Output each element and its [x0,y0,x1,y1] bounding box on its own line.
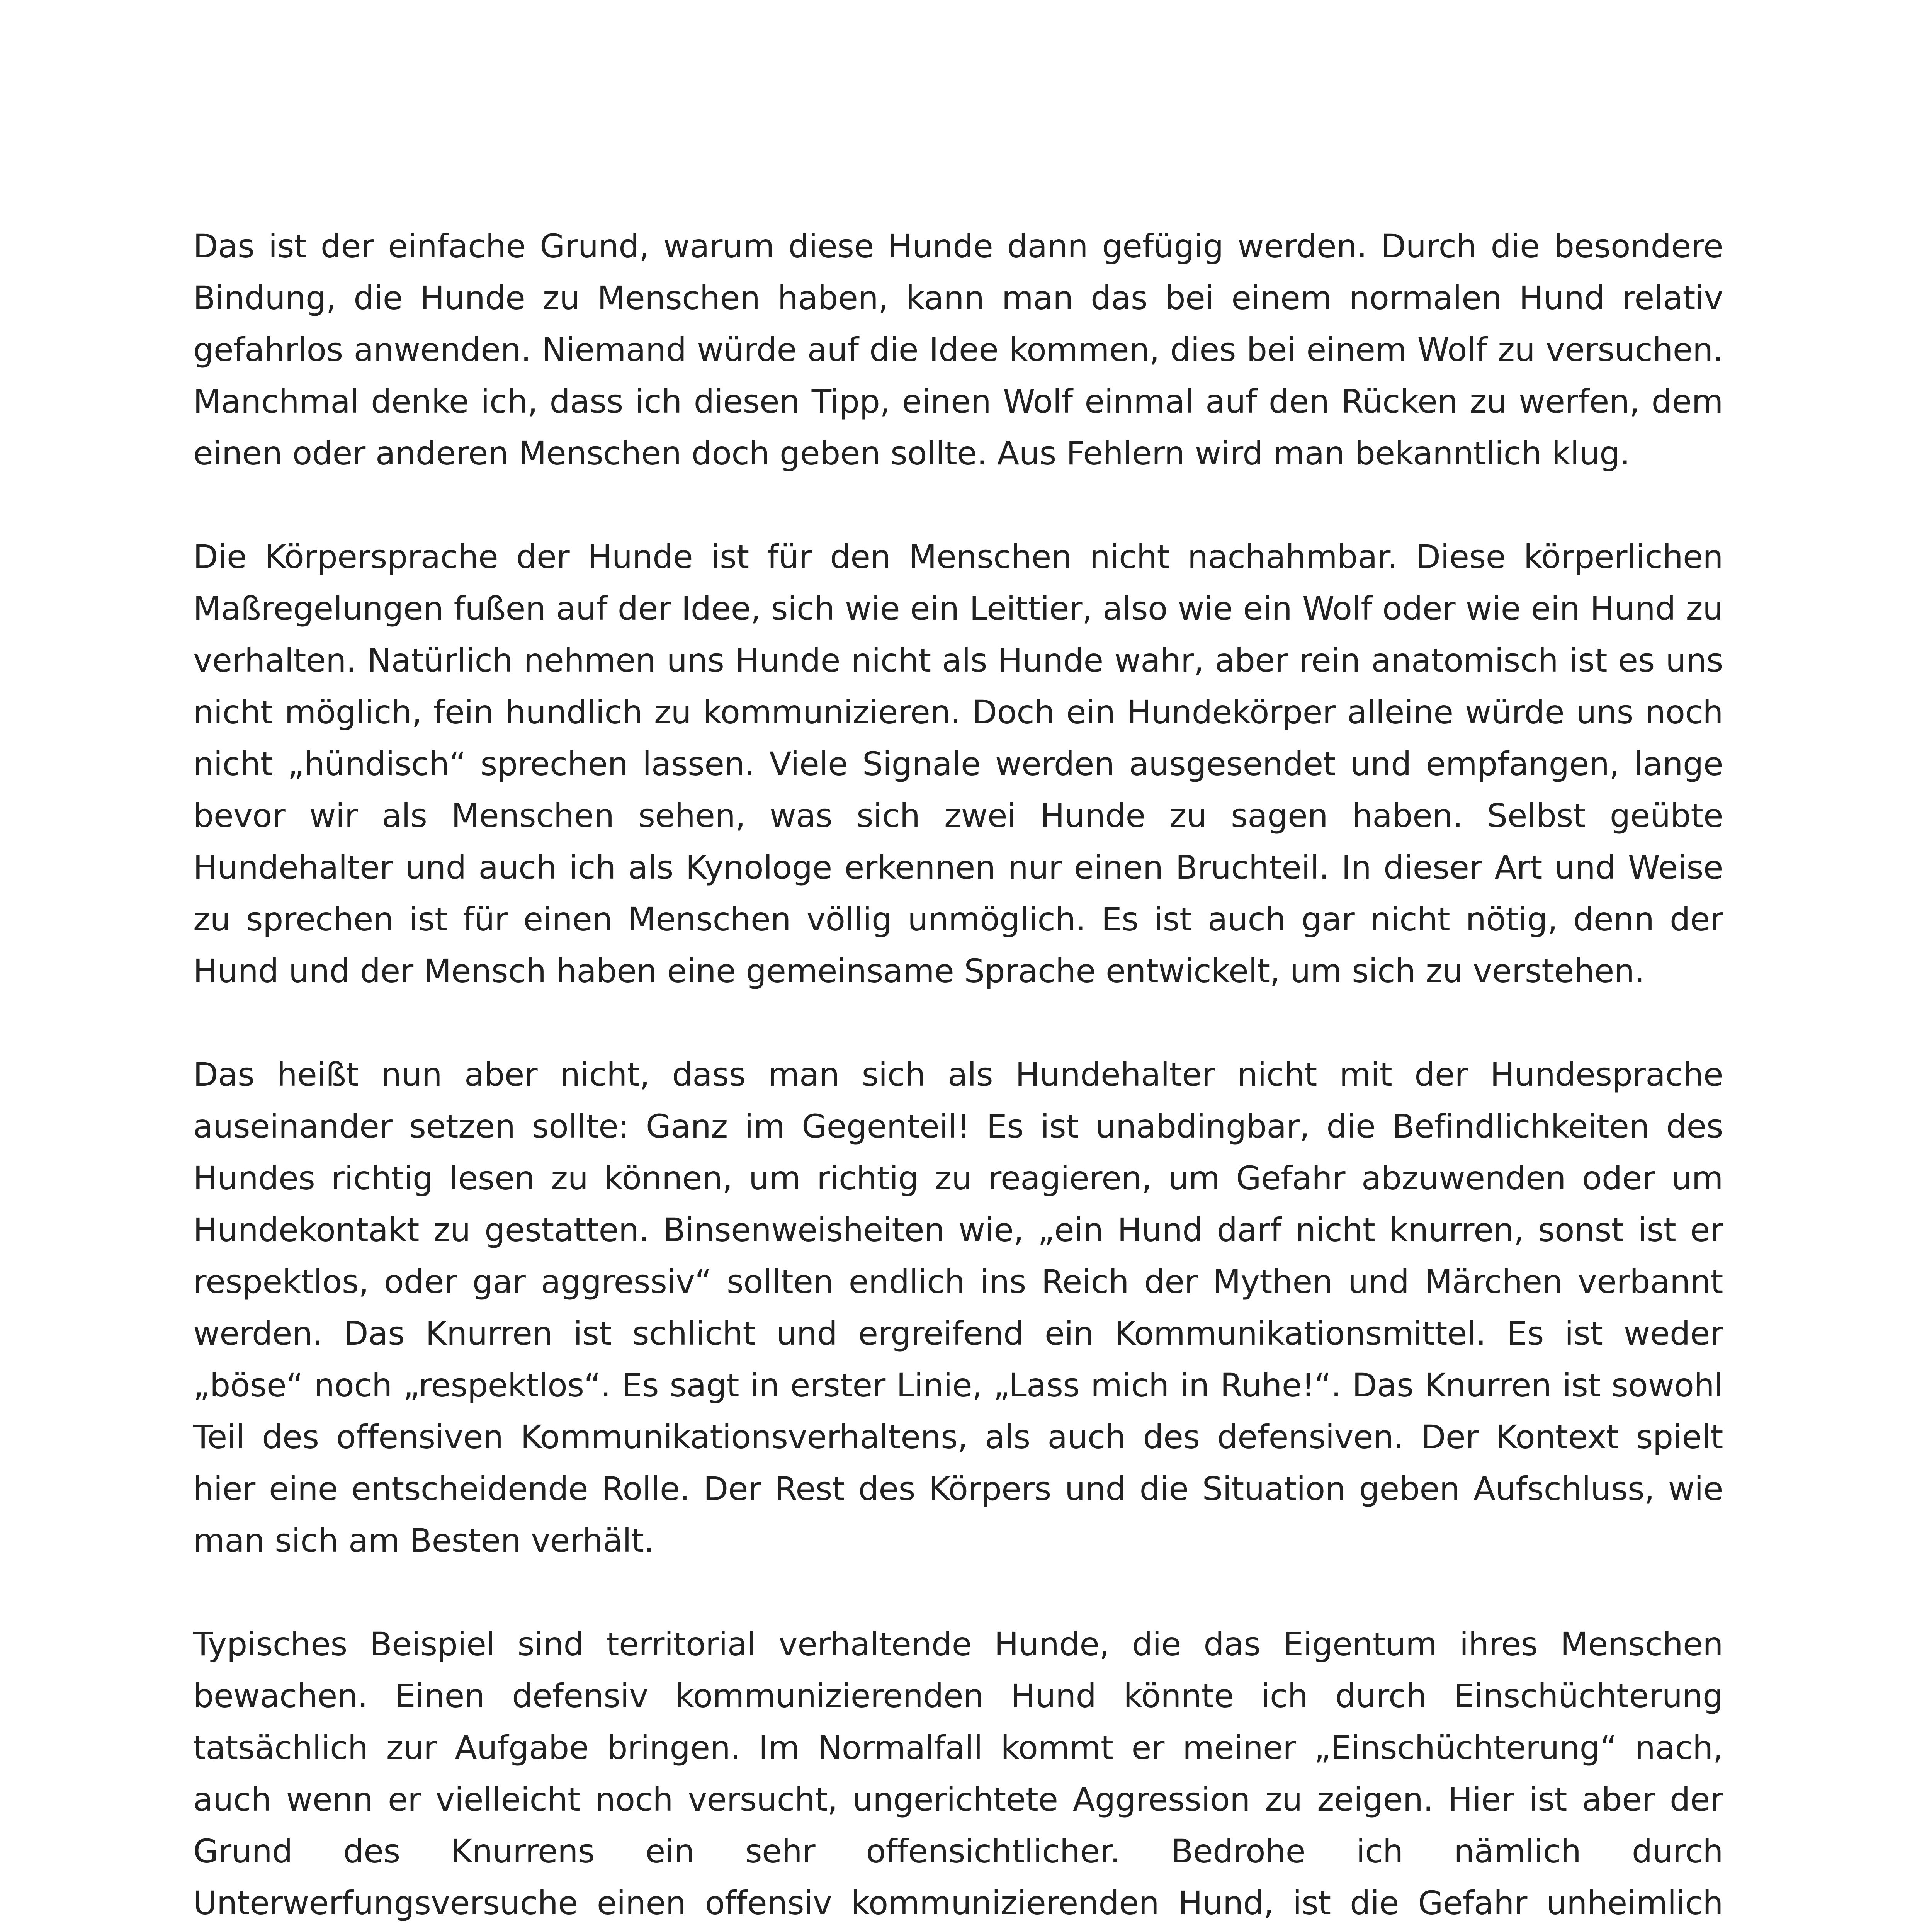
paragraph-1: Das ist der einfache Grund, warum diese Hunde dann gefügig werden. Durch die besondere Bindung, die Hunde zu Menschen haben, kann man das bei einem normalen Hund relativ gefahrlos anwenden. Niemand würde auf die Idee kommen, dies bei einem Wolf zu versuchen. Manchmal denke ich, dass ich diesen Tipp, einen Wolf einmal auf den Rücken zu werfen, dem einen oder anderen Menschen doch geben sollte. Aus Fehlern wird man bekanntlich klug. [193,227,1723,472]
paragraph-4: Typisches Beispiel sind territorial verhaltende Hunde, die das Eigentum ihres Menschen bewachen. Einen defensiv kommunizierenden Hund könnte ich durch Einschüchterung tatsächlich zur Aufgabe bringen. Im Normalfall kommt er meiner „Einschüchterung“ nach, auch wenn er vielleicht noch versucht, ungerichtete Aggression zu zeigen. Hier ist aber der Grund des Knurrens ein sehr offensichtlicher. Bedrohe ich nämlich durch Unterwerfungsversuche einen offensiv kommunizierenden Hund, ist die Gefahr unheimlich [193,1625,1723,1922]
paragraph-3: Das heißt nun aber nicht, dass man sich als Hundehalter nicht mit der Hundesprache auseinander setzen sollte: Ganz im Gegenteil! Es ist unabdingbar, die Befindlichkeiten des Hundes richtig lesen zu können, um richtig zu reagieren, um Gefahr abzuwenden oder um Hundekontakt zu gestatten. Binsenweisheiten wie, „ein Hund darf nicht knurren, sonst ist er respektlos, oder gar aggressiv“ sollten endlich ins Reich der Mythen und Märchen verbannt werden. Das Knurren ist schlicht und ergreifend ein Kommunikationsmittel. Es ist weder „böse“ noch „respektlos“. Es sagt in erster Linie, „Lass mich in Ruhe!“. Das Knurren ist sowohl Teil des offensiven Kommunikationsverhaltens, als auch des defensiven. Der Kontext spielt hier eine entscheidende Rolle. Der Rest des Körpers und die Situation geben Aufschluss, wie man sich am Besten verhält. [193,1056,1723,1560]
page-body [193,220,1723,1932]
paragraph-2: Die Körpersprache der Hunde ist für den Menschen nicht nachahmbar. Diese körperlichen Maßregelungen fußen auf der Idee, sich wie ein Leittier, also wie ein Wolf oder wie ein Hund zu verhalten. Natürlich nehmen uns Hunde nicht als Hunde wahr, aber rein anatomisch ist es uns nicht möglich, fein hundlich zu kommunizieren. Doch ein Hundekörper alleine würde uns noch nicht „hündisch“ sprechen lassen. Viele Signale werden ausgesendet und empfangen, lange bevor wir als Menschen sehen, was sich zwei Hunde zu sagen haben. Selbst geübte Hundehalter und auch ich als Kynologe erkennen nur einen Bruchteil. In dieser Art und Weise zu sprechen ist für einen Menschen völlig unmöglich. Es ist auch gar nicht nötig, denn der Hund und der Mensch haben eine gemeinsame Sprache entwickelt, um sich zu verstehen. [193,538,1723,990]
